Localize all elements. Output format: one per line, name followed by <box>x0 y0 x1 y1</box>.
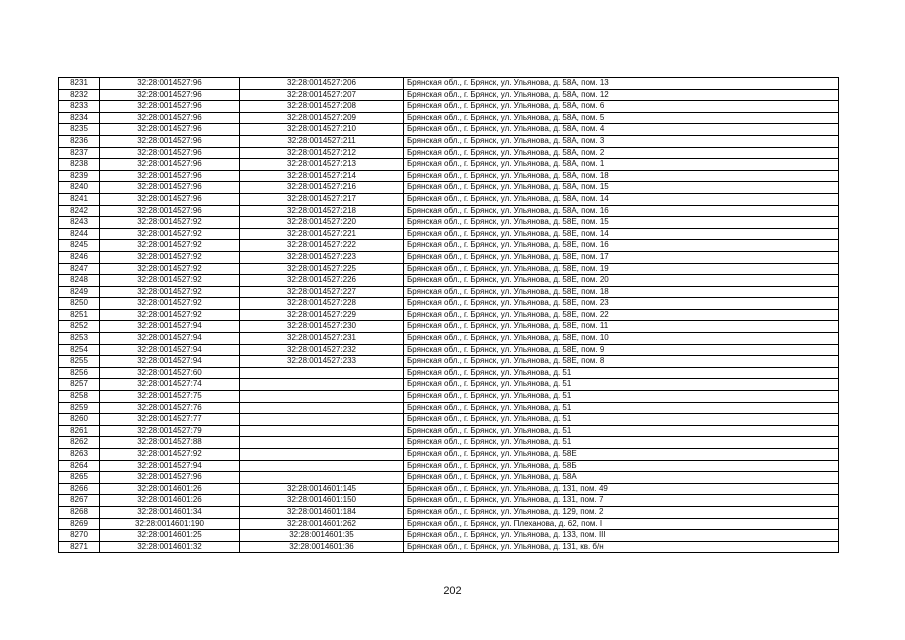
row-number-cell: 8266 <box>59 483 100 495</box>
row-number-cell: 8258 <box>59 391 100 403</box>
premises-cadastral-cell: 32:28:0014527:214 <box>240 170 404 182</box>
row-number-cell: 8237 <box>59 147 100 159</box>
parcel-cadastral-cell: 32:28:0014527:96 <box>100 472 240 484</box>
parcel-cadastral-cell: 32:28:0014527:96 <box>100 112 240 124</box>
table-row <box>59 402 839 414</box>
parcel-cadastral-cell: 32:28:0014527:96 <box>100 89 240 101</box>
address-cell: Брянская обл., г. Брянск, ул. Ульянова, д. 129, пом. 2 <box>404 506 839 518</box>
row-number-cell: 8262 <box>59 437 100 449</box>
row-number-cell: 8249 <box>59 286 100 298</box>
table-row <box>59 182 839 194</box>
address-cell: Брянская обл., г. Брянск, ул. Ульянова, д. 51 <box>404 425 839 437</box>
parcel-cadastral-cell: 32:28:0014527:92 <box>100 275 240 287</box>
row-number-cell: 8263 <box>59 449 100 461</box>
row-number-cell: 8248 <box>59 275 100 287</box>
row-number-cell: 8252 <box>59 321 100 333</box>
table-row <box>59 170 839 182</box>
premises-cadastral-cell: 32:28:0014527:222 <box>240 240 404 252</box>
row-number-cell: 8244 <box>59 228 100 240</box>
premises-cadastral-cell <box>240 379 404 391</box>
premises-cadastral-cell: 32:28:0014601:150 <box>240 495 404 507</box>
address-cell: Брянская обл., г. Брянск, ул. Ульянова, д. 58Е, пом. 8 <box>404 356 839 368</box>
row-number-cell: 8254 <box>59 344 100 356</box>
parcel-cadastral-cell: 32:28:0014527:94 <box>100 333 240 345</box>
premises-cadastral-cell: 32:28:0014527:233 <box>240 356 404 368</box>
table-row <box>59 228 839 240</box>
address-cell: Брянская обл., г. Брянск, ул. Ульянова, д. 58Е <box>404 449 839 461</box>
parcel-cadastral-cell: 32:28:0014527:96 <box>100 101 240 113</box>
parcel-cadastral-cell: 32:28:0014527:94 <box>100 460 240 472</box>
table-row <box>59 309 839 321</box>
table-row <box>59 275 839 287</box>
address-cell: Брянская обл., г. Брянск, ул. Ульянова, д. 58Е, пом. 9 <box>404 344 839 356</box>
parcel-cadastral-cell: 32:28:0014601:34 <box>100 506 240 518</box>
table-row <box>59 101 839 113</box>
parcel-cadastral-cell: 32:28:0014601:32 <box>100 541 240 553</box>
premises-cadastral-cell: 32:28:0014527:230 <box>240 321 404 333</box>
registry-table <box>58 77 839 553</box>
table-row <box>59 298 839 310</box>
row-number-cell: 8232 <box>59 89 100 101</box>
address-cell: Брянская обл., г. Брянск, ул. Ульянова, д. 58А <box>404 472 839 484</box>
premises-cadastral-cell <box>240 425 404 437</box>
row-number-cell: 8253 <box>59 333 100 345</box>
parcel-cadastral-cell: 32:28:0014527:96 <box>100 78 240 90</box>
address-cell: Брянская обл., г. Брянск, ул. Ульянова, д. 58А, пом. 18 <box>404 170 839 182</box>
row-number-cell: 8259 <box>59 402 100 414</box>
address-cell: Брянская обл., г. Брянск, ул. Ульянова, д. 58Е, пом. 14 <box>404 228 839 240</box>
table-row <box>59 425 839 437</box>
address-cell: Брянская обл., г. Брянск, ул. Ульянова, д. 58А, пом. 14 <box>404 193 839 205</box>
premises-cadastral-cell: 32:28:0014527:208 <box>240 101 404 113</box>
address-cell: Брянская обл., г. Брянск, ул. Ульянова, д. 58Е, пом. 15 <box>404 217 839 229</box>
premises-cadastral-cell: 32:28:0014527:225 <box>240 263 404 275</box>
premises-cadastral-cell: 32:28:0014601:145 <box>240 483 404 495</box>
premises-cadastral-cell: 32:28:0014527:209 <box>240 112 404 124</box>
table-row <box>59 286 839 298</box>
premises-cadastral-cell: 32:28:0014601:262 <box>240 518 404 530</box>
address-cell: Брянская обл., г. Брянск, ул. Ульянова, д. 51 <box>404 379 839 391</box>
row-number-cell: 8260 <box>59 414 100 426</box>
row-number-cell: 8265 <box>59 472 100 484</box>
parcel-cadastral-cell: 32:28:0014527:96 <box>100 159 240 171</box>
table-row <box>59 147 839 159</box>
table-row <box>59 217 839 229</box>
page-number: 202 <box>443 585 462 597</box>
table-row <box>59 379 839 391</box>
premises-cadastral-cell: 32:28:0014527:210 <box>240 124 404 136</box>
premises-cadastral-cell: 32:28:0014527:212 <box>240 147 404 159</box>
table-row <box>59 506 839 518</box>
table-row <box>59 367 839 379</box>
row-number-cell: 8238 <box>59 159 100 171</box>
premises-cadastral-cell: 32:28:0014527:207 <box>240 89 404 101</box>
parcel-cadastral-cell: 32:28:0014601:25 <box>100 530 240 542</box>
row-number-cell: 8255 <box>59 356 100 368</box>
parcel-cadastral-cell: 32:28:0014527:76 <box>100 402 240 414</box>
address-cell: Брянская обл., г. Брянск, ул. Ульянова, д. 131, пом. 7 <box>404 495 839 507</box>
parcel-cadastral-cell: 32:28:0014527:92 <box>100 449 240 461</box>
address-cell: Брянская обл., г. Брянск, ул. Ульянова, д. 51 <box>404 402 839 414</box>
table-row <box>59 193 839 205</box>
address-cell: Брянская обл., г. Брянск, ул. Ульянова, д. 58А, пом. 4 <box>404 124 839 136</box>
table-row <box>59 530 839 542</box>
row-number-cell: 8241 <box>59 193 100 205</box>
table-row <box>59 89 839 101</box>
premises-cadastral-cell: 32:28:0014527:218 <box>240 205 404 217</box>
table-row <box>59 460 839 472</box>
premises-cadastral-cell: 32:28:0014527:213 <box>240 159 404 171</box>
address-cell: Брянская обл., г. Брянск, ул. Ульянова, д. 51 <box>404 414 839 426</box>
row-number-cell: 8239 <box>59 170 100 182</box>
row-number-cell: 8236 <box>59 135 100 147</box>
row-number-cell: 8269 <box>59 518 100 530</box>
parcel-cadastral-cell: 32:28:0014527:92 <box>100 251 240 263</box>
premises-cadastral-cell <box>240 437 404 449</box>
row-number-cell: 8267 <box>59 495 100 507</box>
premises-cadastral-cell: 32:28:0014527:220 <box>240 217 404 229</box>
premises-cadastral-cell <box>240 367 404 379</box>
table-row <box>59 414 839 426</box>
table-row <box>59 495 839 507</box>
address-cell: Брянская обл., г. Брянск, ул. Ульянова, д. 58А, пом. 15 <box>404 182 839 194</box>
address-cell: Брянская обл., г. Брянск, ул. Ульянова, д. 58Е, пом. 18 <box>404 286 839 298</box>
table-row <box>59 483 839 495</box>
premises-cadastral-cell <box>240 460 404 472</box>
row-number-cell: 8271 <box>59 541 100 553</box>
table-row <box>59 112 839 124</box>
table-body <box>59 78 839 553</box>
premises-cadastral-cell: 32:28:0014601:184 <box>240 506 404 518</box>
table-row <box>59 135 839 147</box>
premises-cadastral-cell: 32:28:0014527:217 <box>240 193 404 205</box>
row-number-cell: 8270 <box>59 530 100 542</box>
row-number-cell: 8247 <box>59 263 100 275</box>
table-row <box>59 240 839 252</box>
row-number-cell: 8256 <box>59 367 100 379</box>
address-cell: Брянская обл., г. Брянск, ул. Ульянова, д. 58Е, пом. 23 <box>404 298 839 310</box>
parcel-cadastral-cell: 32:28:0014527:92 <box>100 298 240 310</box>
premises-cadastral-cell: 32:28:0014601:36 <box>240 541 404 553</box>
parcel-cadastral-cell: 32:28:0014527:75 <box>100 391 240 403</box>
parcel-cadastral-cell: 32:28:0014527:94 <box>100 321 240 333</box>
row-number-cell: 8245 <box>59 240 100 252</box>
row-number-cell: 8240 <box>59 182 100 194</box>
premises-cadastral-cell: 32:28:0014527:211 <box>240 135 404 147</box>
address-cell: Брянская обл., г. Брянск, ул. Ульянова, д. 58А, пом. 1 <box>404 159 839 171</box>
premises-cadastral-cell: 32:28:0014527:231 <box>240 333 404 345</box>
address-cell: Брянская обл., г. Брянск, ул. Ульянова, д. 58Е, пом. 16 <box>404 240 839 252</box>
address-cell: Брянская обл., г. Брянск, ул. Ульянова, д. 51 <box>404 367 839 379</box>
address-cell: Брянская обл., г. Брянск, ул. Ульянова, д. 131, кв. б/н <box>404 541 839 553</box>
parcel-cadastral-cell: 32:28:0014527:94 <box>100 356 240 368</box>
table-row <box>59 541 839 553</box>
premises-cadastral-cell: 32:28:0014527:221 <box>240 228 404 240</box>
address-cell: Брянская обл., г. Брянск, ул. Ульянова, д. 58Е, пом. 11 <box>404 321 839 333</box>
parcel-cadastral-cell: 32:28:0014527:92 <box>100 286 240 298</box>
row-number-cell: 8246 <box>59 251 100 263</box>
table-row <box>59 344 839 356</box>
address-cell: Брянская обл., г. Брянск, ул. Ульянова, д. 58А, пом. 5 <box>404 112 839 124</box>
address-cell: Брянская обл., г. Брянск, ул. Ульянова, д. 58Б <box>404 460 839 472</box>
address-cell: Брянская обл., г. Брянск, ул. Ульянова, д. 51 <box>404 437 839 449</box>
premises-cadastral-cell <box>240 391 404 403</box>
table-row <box>59 124 839 136</box>
parcel-cadastral-cell: 32:28:0014601:26 <box>100 483 240 495</box>
table-row <box>59 78 839 90</box>
address-cell: Брянская обл., г. Брянск, ул. Ульянова, д. 133, пом. III <box>404 530 839 542</box>
parcel-cadastral-cell: 32:28:0014527:88 <box>100 437 240 449</box>
address-cell: Брянская обл., г. Брянск, ул. Ульянова, д. 58А, пом. 12 <box>404 89 839 101</box>
address-cell: Брянская обл., г. Брянск, ул. Ульянова, д. 131, пом. 49 <box>404 483 839 495</box>
row-number-cell: 8261 <box>59 425 100 437</box>
parcel-cadastral-cell: 32:28:0014527:94 <box>100 344 240 356</box>
premises-cadastral-cell <box>240 402 404 414</box>
address-cell: Брянская обл., г. Брянск, ул. Ульянова, д. 58Е, пом. 17 <box>404 251 839 263</box>
parcel-cadastral-cell: 32:28:0014527:96 <box>100 205 240 217</box>
address-cell: Брянская обл., г. Брянск, ул. Ульянова, д. 58Е, пом. 10 <box>404 333 839 345</box>
address-cell: Брянская обл., г. Брянск, ул. Ульянова, д. 58А, пом. 6 <box>404 101 839 113</box>
table-row <box>59 333 839 345</box>
premises-cadastral-cell: 32:28:0014527:216 <box>240 182 404 194</box>
row-number-cell: 8268 <box>59 506 100 518</box>
premises-cadastral-cell: 32:28:0014527:206 <box>240 78 404 90</box>
table-row <box>59 356 839 368</box>
premises-cadastral-cell: 32:28:0014527:223 <box>240 251 404 263</box>
parcel-cadastral-cell: 32:28:0014527:79 <box>100 425 240 437</box>
table-row <box>59 205 839 217</box>
premises-cadastral-cell: 32:28:0014527:227 <box>240 286 404 298</box>
address-cell: Брянская обл., г. Брянск, ул. Ульянова, д. 58А, пом. 2 <box>404 147 839 159</box>
address-cell: Брянская обл., г. Брянск, ул. Ульянова, д. 58Е, пом. 22 <box>404 309 839 321</box>
table-row <box>59 391 839 403</box>
table-row <box>59 251 839 263</box>
premises-cadastral-cell: 32:28:0014527:226 <box>240 275 404 287</box>
row-number-cell: 8234 <box>59 112 100 124</box>
premises-cadastral-cell: 32:28:0014527:228 <box>240 298 404 310</box>
row-number-cell: 8250 <box>59 298 100 310</box>
parcel-cadastral-cell: 32:28:0014601:190 <box>100 518 240 530</box>
table-row <box>59 472 839 484</box>
table-row <box>59 518 839 530</box>
address-cell: Брянская обл., г. Брянск, ул. Ульянова, д. 58А, пом. 16 <box>404 205 839 217</box>
parcel-cadastral-cell: 32:28:0014527:96 <box>100 135 240 147</box>
parcel-cadastral-cell: 32:28:0014527:96 <box>100 170 240 182</box>
premises-cadastral-cell <box>240 449 404 461</box>
row-number-cell: 8257 <box>59 379 100 391</box>
premises-cadastral-cell: 32:28:0014527:232 <box>240 344 404 356</box>
table-row <box>59 263 839 275</box>
table-row <box>59 437 839 449</box>
parcel-cadastral-cell: 32:28:0014527:92 <box>100 228 240 240</box>
premises-cadastral-cell: 32:28:0014601:35 <box>240 530 404 542</box>
address-cell: Брянская обл., г. Брянск, ул. Плеханова, д. 62, пом. I <box>404 518 839 530</box>
parcel-cadastral-cell: 32:28:0014527:96 <box>100 193 240 205</box>
parcel-cadastral-cell: 32:28:0014527:96 <box>100 124 240 136</box>
row-number-cell: 8243 <box>59 217 100 229</box>
address-cell: Брянская обл., г. Брянск, ул. Ульянова, д. 58Е, пом. 19 <box>404 263 839 275</box>
row-number-cell: 8231 <box>59 78 100 90</box>
premises-cadastral-cell <box>240 414 404 426</box>
row-number-cell: 8264 <box>59 460 100 472</box>
table-row <box>59 159 839 171</box>
row-number-cell: 8233 <box>59 101 100 113</box>
parcel-cadastral-cell: 32:28:0014527:74 <box>100 379 240 391</box>
parcel-cadastral-cell: 32:28:0014527:92 <box>100 263 240 275</box>
address-cell: Брянская обл., г. Брянск, ул. Ульянова, д. 58А, пом. 3 <box>404 135 839 147</box>
address-cell: Брянская обл., г. Брянск, ул. Ульянова, д. 58А, пом. 13 <box>404 78 839 90</box>
parcel-cadastral-cell: 32:28:0014601:26 <box>100 495 240 507</box>
parcel-cadastral-cell: 32:28:0014527:77 <box>100 414 240 426</box>
parcel-cadastral-cell: 32:28:0014527:96 <box>100 147 240 159</box>
premises-cadastral-cell <box>240 472 404 484</box>
parcel-cadastral-cell: 32:28:0014527:92 <box>100 240 240 252</box>
parcel-cadastral-cell: 32:28:0014527:60 <box>100 367 240 379</box>
address-cell: Брянская обл., г. Брянск, ул. Ульянова, д. 51 <box>404 391 839 403</box>
table-row <box>59 321 839 333</box>
parcel-cadastral-cell: 32:28:0014527:92 <box>100 309 240 321</box>
row-number-cell: 8242 <box>59 205 100 217</box>
address-cell: Брянская обл., г. Брянск, ул. Ульянова, д. 58Е, пом. 20 <box>404 275 839 287</box>
row-number-cell: 8251 <box>59 309 100 321</box>
parcel-cadastral-cell: 32:28:0014527:92 <box>100 217 240 229</box>
table-row <box>59 449 839 461</box>
parcel-cadastral-cell: 32:28:0014527:96 <box>100 182 240 194</box>
row-number-cell: 8235 <box>59 124 100 136</box>
premises-cadastral-cell: 32:28:0014527:229 <box>240 309 404 321</box>
